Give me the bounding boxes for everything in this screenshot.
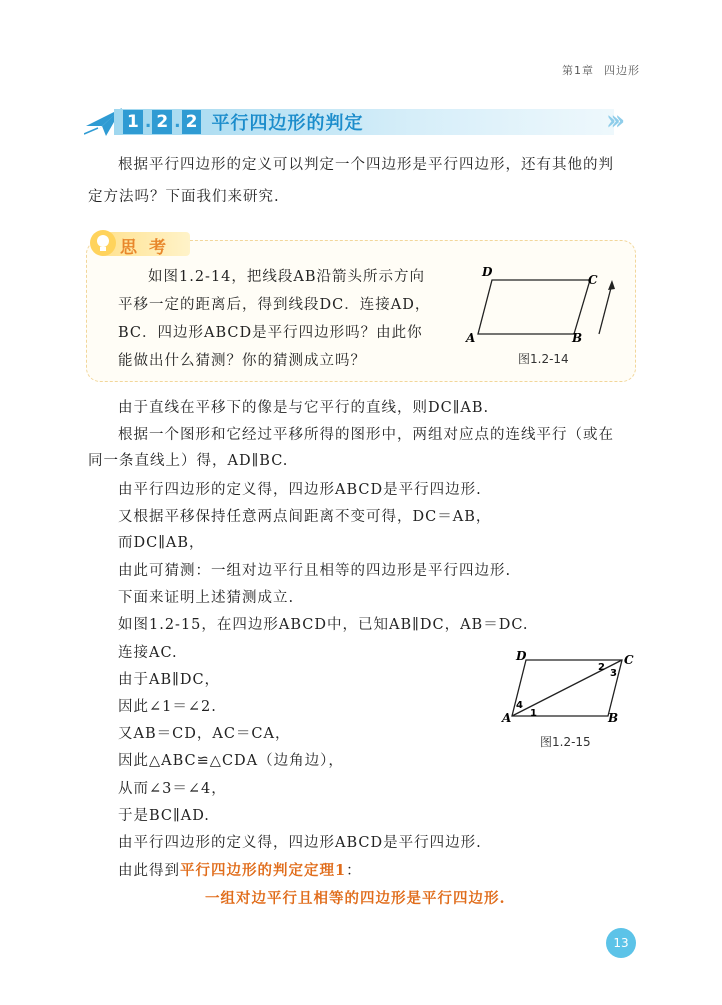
body-line-9: 如图1.2-15，在四边形ABCD中，已知AB∥DC，AB＝DC. <box>118 617 529 633</box>
intro-line-2: 定方法吗？下面我们来研究. <box>88 189 280 205</box>
angle-label-1: 1 <box>530 708 537 719</box>
running-header <box>562 62 640 78</box>
body-line-4: 由平行四边形的定义得，四边形ABCD是平行四边形. <box>118 482 482 498</box>
body-line-10: 连接AC. <box>118 645 178 661</box>
theorem-colon: ： <box>346 863 362 879</box>
think-line-4: 能做出什么猜测？你的猜测成立吗？ <box>118 353 366 369</box>
fig2-label-d: D <box>516 649 527 663</box>
body-line-5: 又根据平移保持任意两点间距离不变可得，DC＝AB， <box>118 509 492 525</box>
body-line-15: 从而∠3＝∠4， <box>118 781 227 797</box>
figure-1-2-14-caption: 图1.2-14 <box>518 352 569 366</box>
parallelogram-abcd <box>478 280 590 334</box>
angle-label-4: 4 <box>516 700 523 711</box>
body-line-17: 由平行四边形的定义得，四边形ABCD是平行四边形. <box>118 835 482 851</box>
fig2-label-a: A <box>502 711 512 725</box>
section-heading <box>123 108 363 136</box>
think-line-3: BC．四边形ABCD是平行四边形吗？由此你 <box>118 325 423 341</box>
angle-label-3: 3 <box>610 668 617 679</box>
figure-1-2-14 <box>462 262 622 346</box>
section-num-2: 2 <box>152 110 172 134</box>
angle-label-2: 2 <box>598 662 605 673</box>
think-title: 思考 <box>120 238 178 258</box>
lightbulb-icon <box>88 228 118 258</box>
fig1-label-a: A <box>466 331 476 345</box>
intro-line-1: 根据平行四边形的定义可以判定一个四边形是平行四边形，还有其他的判 <box>118 157 614 173</box>
body-line-11: 由于AB∥DC， <box>118 672 221 688</box>
chapter-title: 四边形 <box>604 64 640 77</box>
section-num-1: 1 <box>123 110 143 134</box>
page-number: 13 <box>606 928 636 958</box>
think-line-1: 如图1.2-14，把线段AB沿箭头所示方向 <box>148 269 426 285</box>
theorem-statement: 一组对边平行且相等的四边形是平行四边形. <box>205 890 506 907</box>
body-line-7: 由此可猜测：一组对边平行且相等的四边形是平行四边形. <box>118 563 512 579</box>
body-line-2: 根据一个图形和它经过平移所得的图形中，两组对应点的连线平行（或在 <box>118 427 614 443</box>
section-num-dot: . <box>174 112 181 132</box>
figure-1-2-15-caption: 图1.2-15 <box>540 735 591 749</box>
figure-1-2-15 <box>500 646 645 728</box>
section-num-3: 2 <box>182 110 202 134</box>
theorem-lead: 由此得到 <box>118 863 180 879</box>
translation-arrow <box>599 284 612 334</box>
chevron-right-icon: ››› <box>606 106 620 136</box>
body-line-3: 同一条直线上）得，AD∥BC. <box>88 453 289 469</box>
diagonal-ac <box>512 660 622 716</box>
body-line-1: 由于直线在平移下的像是与它平行的直线，则DC∥AB. <box>118 400 490 416</box>
section-num-dot: . <box>144 112 152 132</box>
fig2-label-c: C <box>624 653 634 667</box>
body-line-13: 又AB＝CD，AC＝CA， <box>118 726 291 742</box>
section-title: 平行四边形的判定 <box>211 113 364 134</box>
arrow-head-icon <box>608 280 615 290</box>
theorem-name: 平行四边形的判定定理1 <box>180 862 347 879</box>
body-line-14: 因此△ABC≌△CDA（边角边）， <box>118 753 344 769</box>
fig1-label-d: D <box>482 265 493 279</box>
think-line-2: 平移一定的距离后，得到线段DC．连接AD， <box>118 297 431 313</box>
body-line-8: 下面来证明上述猜测成立. <box>118 590 295 606</box>
theorem-intro-line <box>118 858 362 884</box>
body-line-16: 于是BC∥AD. <box>118 808 210 824</box>
body-line-6: 而DC∥AB， <box>118 535 205 551</box>
fig1-label-c: C <box>588 273 598 287</box>
chapter-label: 第1章 <box>562 64 594 77</box>
fig1-label-b: B <box>572 331 583 345</box>
body-line-12: 因此∠1＝∠2. <box>118 699 217 715</box>
fig2-label-b: B <box>608 711 619 725</box>
